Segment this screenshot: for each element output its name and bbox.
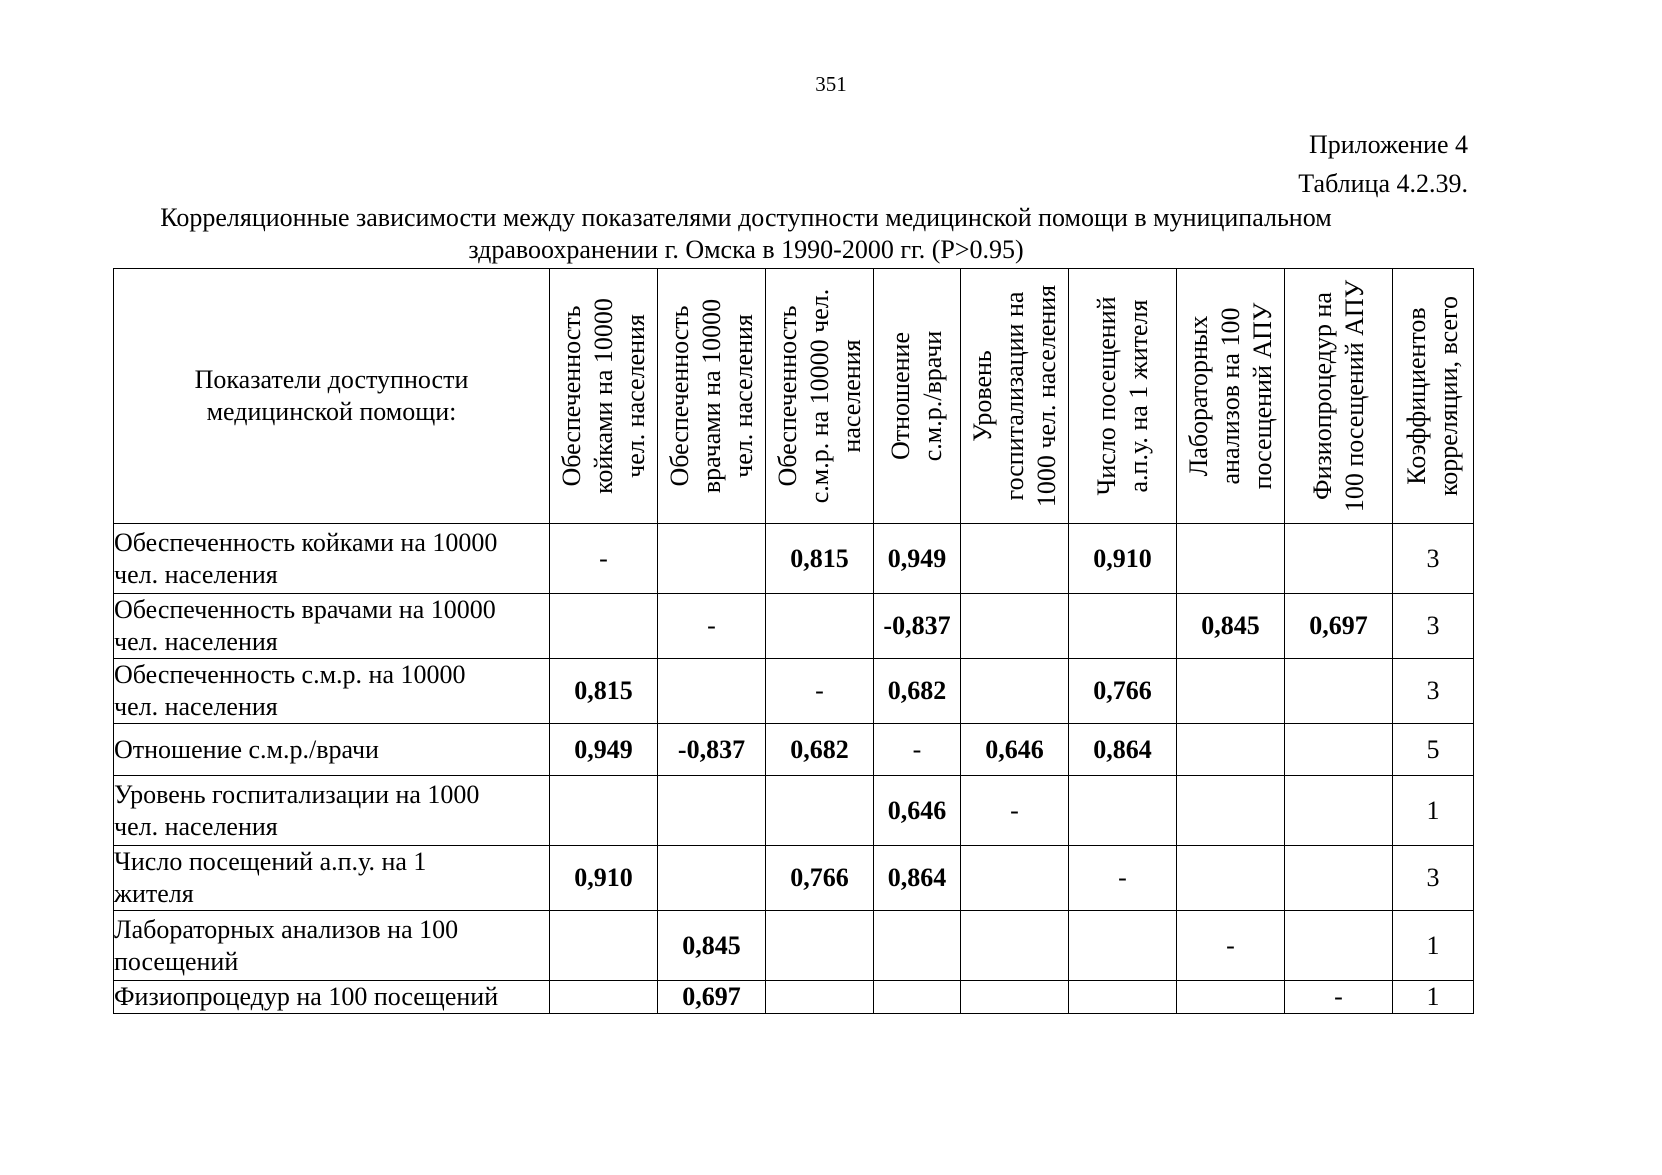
correlation-cell: 0,949 bbox=[874, 524, 961, 594]
correlation-cell: 0,646 bbox=[961, 724, 1069, 776]
row-label-line: чел. населения bbox=[114, 559, 278, 589]
column-header-text bbox=[885, 276, 949, 516]
column-header-line: Коэффициентов bbox=[1402, 307, 1431, 485]
column-header-line: чел. населения bbox=[728, 314, 758, 478]
column-header-line: с.м.р. на 10000 чел. bbox=[804, 288, 834, 504]
correlation-cell bbox=[766, 981, 874, 1014]
column-header-line: а.п.у. на 1 жителя bbox=[1123, 299, 1153, 493]
correlation-cell: - bbox=[766, 659, 874, 724]
row-label bbox=[114, 594, 550, 659]
correlation-cell: - bbox=[874, 724, 961, 776]
correlation-cell: 0,766 bbox=[1069, 659, 1177, 724]
correlation-cell: 0,697 bbox=[658, 981, 766, 1014]
row-label-line: чел. населения bbox=[114, 811, 278, 841]
column-header-line: корреляции, всего bbox=[1434, 295, 1463, 497]
total-count-cell: 3 bbox=[1393, 659, 1474, 724]
corner-header bbox=[114, 269, 550, 524]
correlation-cell bbox=[1177, 981, 1285, 1014]
correlation-cell: -0,837 bbox=[658, 724, 766, 776]
correlation-cell bbox=[658, 776, 766, 846]
correlation-cell bbox=[961, 594, 1069, 659]
column-header-6 bbox=[1069, 269, 1177, 524]
correlation-cell: 0,815 bbox=[766, 524, 874, 594]
column-header-text bbox=[772, 276, 868, 516]
total-count-cell: 3 bbox=[1393, 594, 1474, 659]
row-label-line: жителя bbox=[114, 879, 194, 908]
column-header-line: чел. населения bbox=[620, 314, 650, 478]
correlation-cell bbox=[766, 594, 874, 659]
correlation-cell bbox=[961, 659, 1069, 724]
correlation-cell: - bbox=[961, 776, 1069, 846]
row-label bbox=[114, 659, 550, 724]
row-label-line: Обеспеченность с.м.р. на 10000 bbox=[114, 660, 466, 689]
correlation-cell bbox=[658, 524, 766, 594]
correlation-cell bbox=[1177, 776, 1285, 846]
correlation-cell: 0,845 bbox=[658, 911, 766, 981]
correlation-cell bbox=[1069, 981, 1177, 1014]
column-header-3 bbox=[766, 269, 874, 524]
correlation-cell bbox=[766, 776, 874, 846]
header-row bbox=[114, 269, 1474, 524]
correlation-cell: - bbox=[1285, 981, 1393, 1014]
correlation-cell: 0,815 bbox=[550, 659, 658, 724]
column-header-line: Обеспеченность bbox=[664, 305, 694, 487]
total-count-cell: 3 bbox=[1393, 524, 1474, 594]
column-header-line: госпитализации на bbox=[999, 291, 1029, 501]
correlation-cell bbox=[961, 911, 1069, 981]
correlation-cell: - bbox=[1177, 911, 1285, 981]
column-header-text bbox=[664, 276, 760, 516]
column-header-line: койками на 10000 bbox=[588, 298, 618, 494]
table-row bbox=[114, 659, 1474, 724]
table-row bbox=[114, 981, 1474, 1014]
column-header-9 bbox=[1393, 269, 1474, 524]
correlation-cell: -0,837 bbox=[874, 594, 961, 659]
corner-header-line: Показатели доступности bbox=[194, 365, 469, 394]
correlation-cell: 0,845 bbox=[1177, 594, 1285, 659]
table-row bbox=[114, 776, 1474, 846]
column-header-text bbox=[967, 276, 1063, 516]
column-header-line: Физиопроцедур на bbox=[1307, 292, 1337, 500]
row-label-line: чел. населения bbox=[114, 627, 278, 656]
correlation-cell bbox=[1069, 911, 1177, 981]
table-number: Таблица 4.2.39. bbox=[1298, 169, 1468, 198]
correlation-cell bbox=[550, 981, 658, 1014]
correlation-cell bbox=[1285, 846, 1393, 911]
correlation-cell bbox=[961, 846, 1069, 911]
column-header-line: посещений АПУ bbox=[1247, 302, 1277, 490]
column-header-4 bbox=[874, 269, 961, 524]
correlation-cell bbox=[1177, 524, 1285, 594]
page-number: 351 bbox=[815, 72, 847, 96]
correlation-cell: 0,682 bbox=[874, 659, 961, 724]
correlation-cell: - bbox=[550, 524, 658, 594]
table-row bbox=[114, 524, 1474, 594]
column-header-text bbox=[1307, 276, 1371, 516]
column-header-line: Уровень bbox=[967, 350, 997, 442]
column-header-1 bbox=[550, 269, 658, 524]
row-label-line: Обеспеченность койками на 10000 bbox=[114, 527, 498, 557]
correlation-cell: 0,864 bbox=[1069, 724, 1177, 776]
table-row bbox=[114, 911, 1474, 981]
correlation-cell: 0,949 bbox=[550, 724, 658, 776]
corner-header-line: медицинской помощи: bbox=[206, 397, 457, 426]
correlation-cell: 0,910 bbox=[550, 846, 658, 911]
column-header-2 bbox=[658, 269, 766, 524]
table-row bbox=[114, 846, 1474, 911]
table-row bbox=[114, 594, 1474, 659]
caption-line-1: Корреляционные зависимости между показателями доступности медицинской помощи в муниципальном bbox=[160, 203, 1332, 232]
column-header-7 bbox=[1177, 269, 1285, 524]
row-label bbox=[114, 911, 550, 981]
column-header-line: Отношение bbox=[886, 332, 915, 460]
column-header-line: Обеспеченность bbox=[772, 305, 802, 487]
total-count-cell: 1 bbox=[1393, 776, 1474, 846]
table-body bbox=[114, 524, 1474, 1014]
row-label-line: чел. населения bbox=[114, 692, 278, 721]
row-label-line: Обеспеченность врачами на 10000 bbox=[114, 595, 496, 624]
row-label bbox=[114, 846, 550, 911]
column-header-text bbox=[556, 276, 652, 516]
correlation-cell bbox=[550, 911, 658, 981]
correlation-cell: - bbox=[1069, 846, 1177, 911]
row-label bbox=[114, 776, 550, 846]
column-header-line: с.м.р./врачи bbox=[918, 330, 947, 462]
correlation-cell: 0,646 bbox=[874, 776, 961, 846]
table-row bbox=[114, 724, 1474, 776]
row-label bbox=[114, 724, 550, 776]
column-header-line: 1000 чел. населения bbox=[1031, 284, 1061, 508]
correlation-cell bbox=[1285, 524, 1393, 594]
correlation-cell bbox=[1177, 659, 1285, 724]
correlation-cell bbox=[1285, 659, 1393, 724]
correlation-cell: - bbox=[658, 594, 766, 659]
caption-line-2: здравоохранении г. Омска в 1990-2000 гг. (P>0.95) bbox=[468, 235, 1024, 264]
row-label-line: Физиопроцедур на 100 посещений bbox=[114, 982, 499, 1011]
correlation-cell bbox=[1069, 594, 1177, 659]
column-header-line: Число посещений bbox=[1091, 296, 1121, 496]
correlation-cell bbox=[874, 911, 961, 981]
total-count-cell: 1 bbox=[1393, 981, 1474, 1014]
correlation-cell bbox=[961, 981, 1069, 1014]
row-label-line: Число посещений а.п.у. на 1 bbox=[114, 847, 427, 876]
correlation-cell bbox=[658, 659, 766, 724]
correlation-cell bbox=[1285, 724, 1393, 776]
correlation-cell bbox=[1177, 846, 1285, 911]
table-caption bbox=[112, 202, 1380, 266]
total-count-cell: 5 bbox=[1393, 724, 1474, 776]
correlation-cell bbox=[1285, 911, 1393, 981]
correlation-cell bbox=[1177, 724, 1285, 776]
column-header-line: врачами на 10000 bbox=[696, 298, 726, 494]
column-header-line: Обеспеченность bbox=[556, 305, 586, 487]
correlation-cell: 0,682 bbox=[766, 724, 874, 776]
column-header-line: анализов на 100 bbox=[1215, 307, 1245, 485]
total-count-cell: 3 bbox=[1393, 846, 1474, 911]
row-label-line: Отношение с.м.р./врачи bbox=[114, 734, 379, 764]
column-header-text bbox=[1091, 276, 1155, 516]
correlation-table bbox=[113, 268, 1474, 1014]
appendix-label: Приложение 4 bbox=[1308, 130, 1468, 159]
correlation-cell bbox=[550, 594, 658, 659]
correlation-cell bbox=[550, 776, 658, 846]
column-header-line: Лабораторных bbox=[1183, 315, 1213, 477]
column-header-8 bbox=[1285, 269, 1393, 524]
correlation-cell: 0,864 bbox=[874, 846, 961, 911]
correlation-cell: 0,697 bbox=[1285, 594, 1393, 659]
correlation-cell bbox=[874, 981, 961, 1014]
row-label bbox=[114, 981, 550, 1014]
correlation-cell bbox=[1285, 776, 1393, 846]
correlation-cell bbox=[961, 524, 1069, 594]
column-header-text bbox=[1183, 276, 1279, 516]
correlation-cell bbox=[658, 846, 766, 911]
row-label-line: посещений bbox=[114, 946, 239, 976]
correlation-cell: 0,766 bbox=[766, 846, 874, 911]
correlation-cell bbox=[766, 911, 874, 981]
row-label bbox=[114, 524, 550, 594]
column-header-5 bbox=[961, 269, 1069, 524]
row-label-line: Уровень госпитализации на 1000 bbox=[114, 779, 480, 809]
column-header-text bbox=[1401, 276, 1465, 516]
correlation-cell: 0,910 bbox=[1069, 524, 1177, 594]
total-count-cell: 1 bbox=[1393, 911, 1474, 981]
correlation-cell bbox=[1069, 776, 1177, 846]
row-label-line: Лабораторных анализов на 100 bbox=[114, 914, 459, 944]
column-header-line: населения bbox=[836, 339, 866, 453]
column-header-line: 100 посещений АПУ bbox=[1339, 279, 1369, 513]
